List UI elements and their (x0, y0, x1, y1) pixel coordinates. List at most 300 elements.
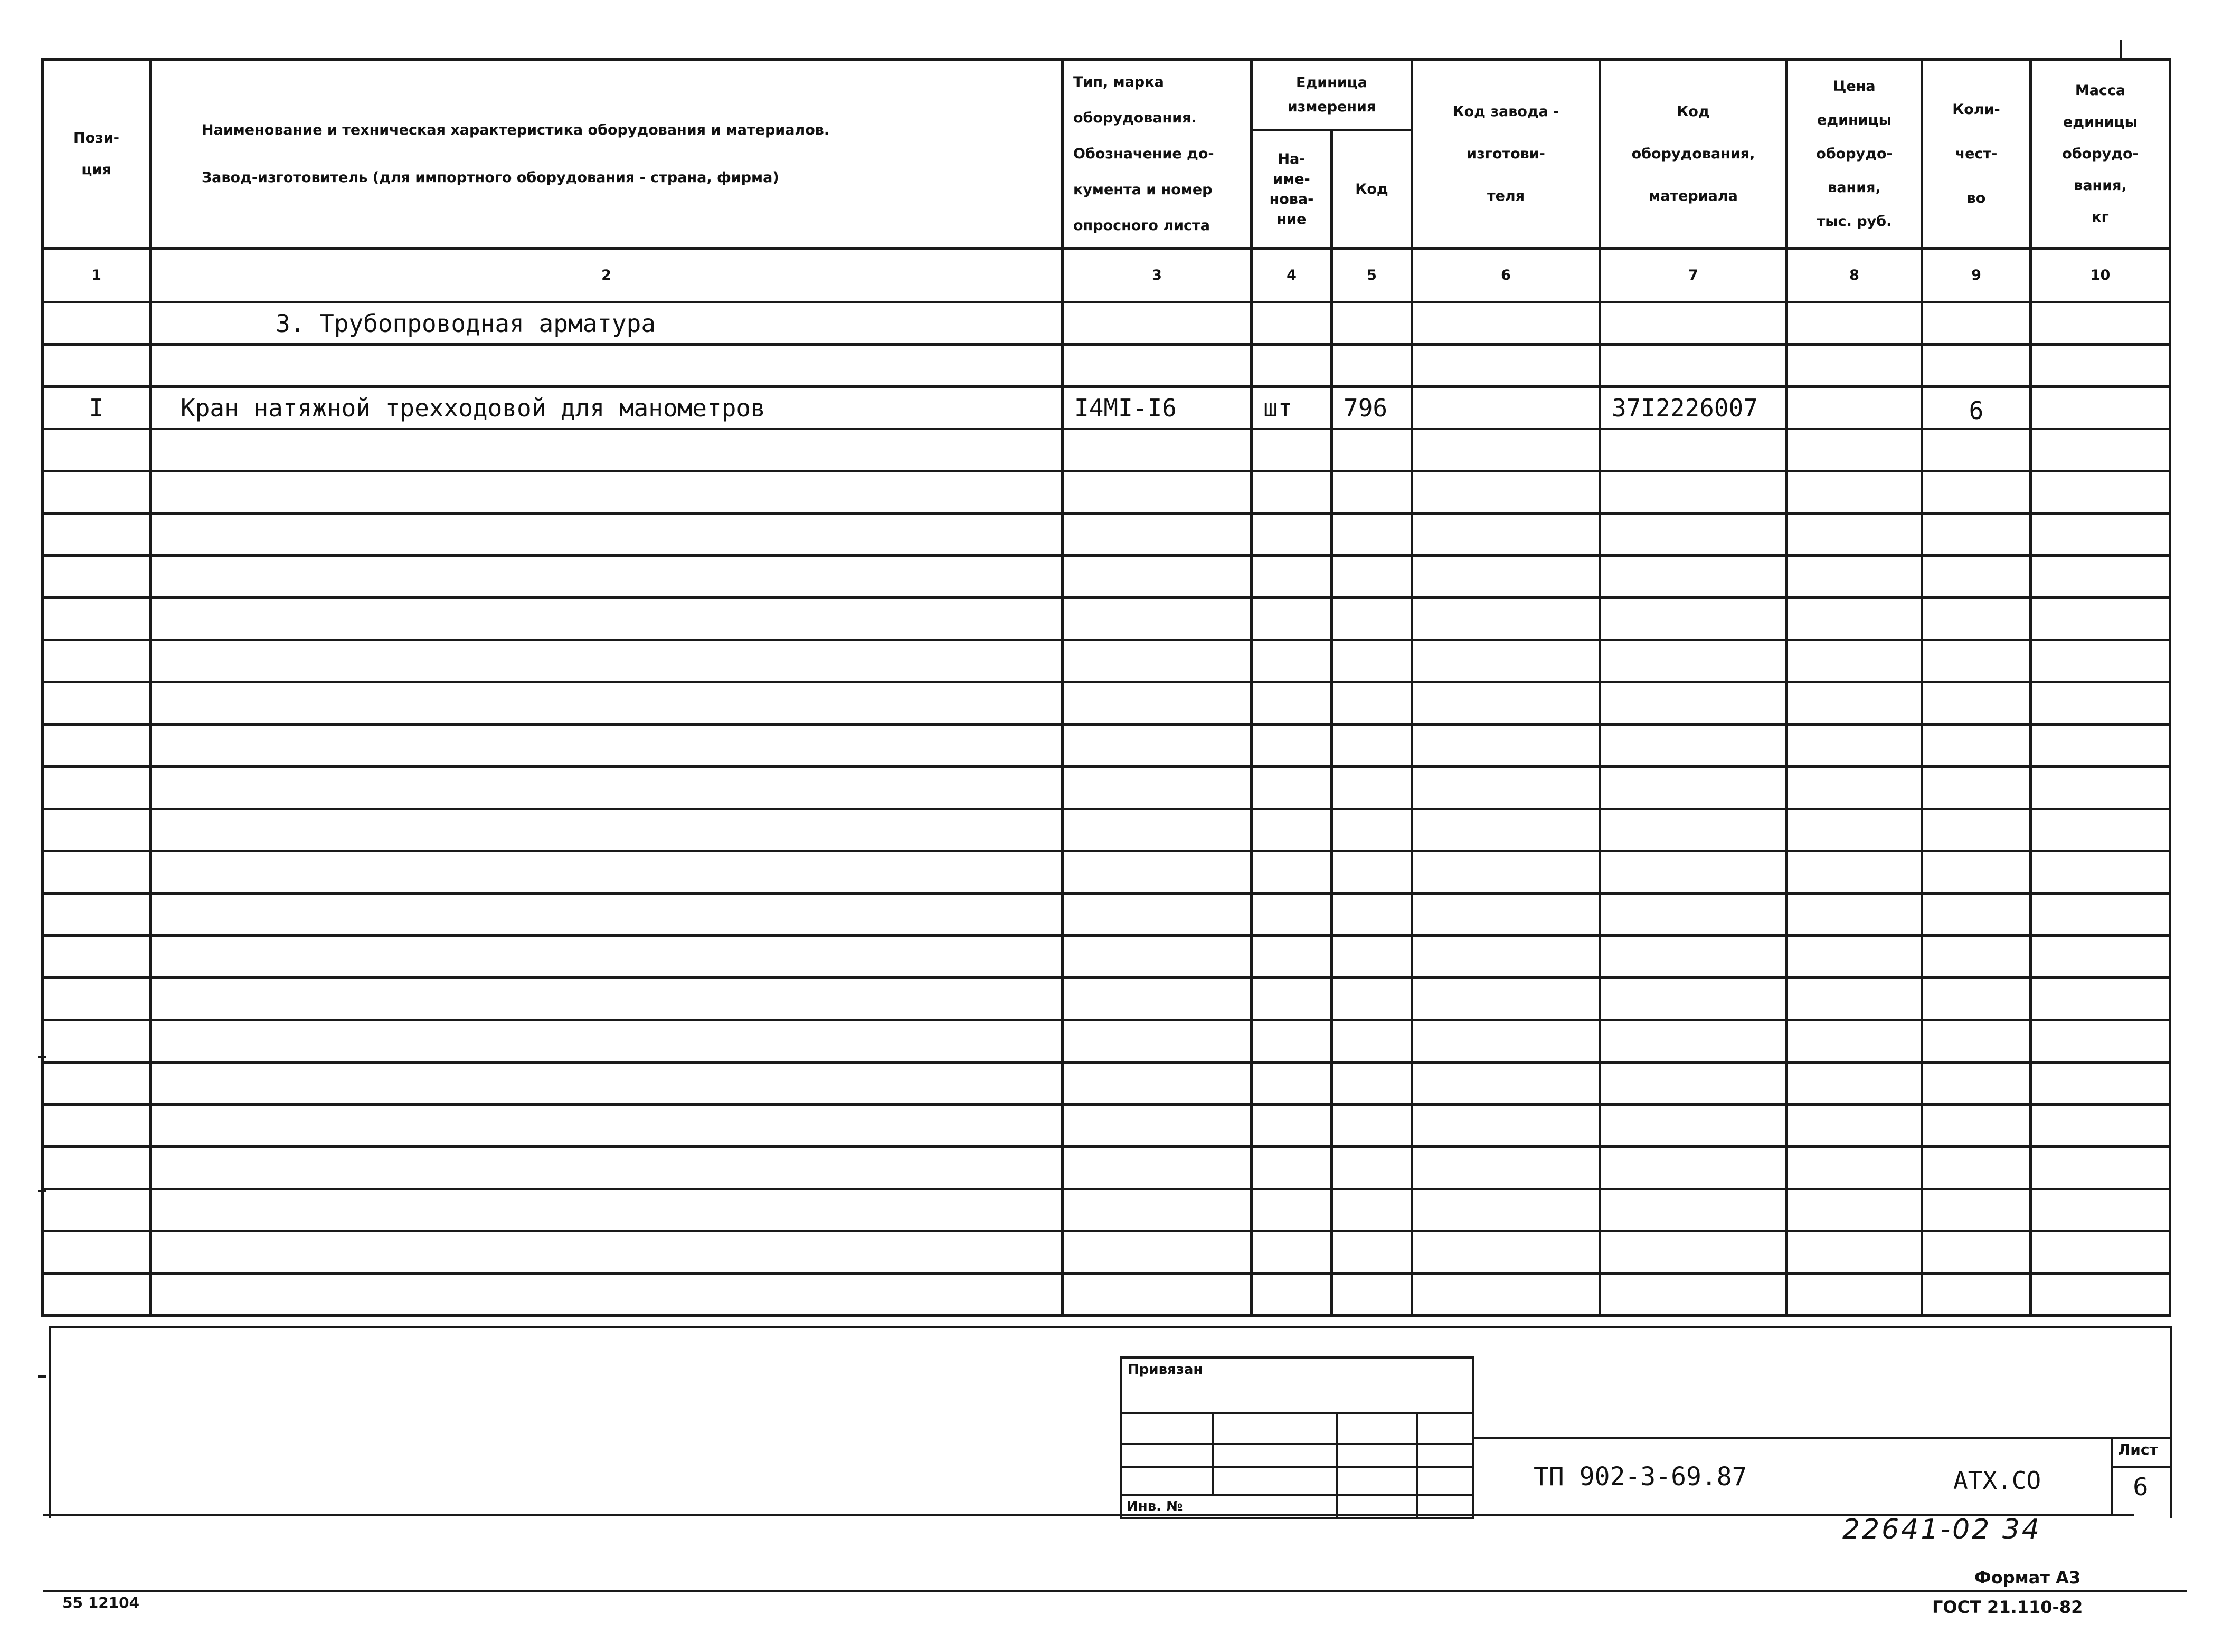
cell-qty (1922, 936, 2031, 978)
cell-price (1787, 1062, 1922, 1105)
cell-price (1787, 556, 1922, 598)
cell-name (150, 598, 1063, 640)
cell-mass (2031, 345, 2170, 387)
cell-pos (43, 640, 150, 682)
cell-factory (1412, 514, 1600, 556)
cell-pos (43, 682, 150, 725)
cell-equip (1600, 682, 1787, 725)
cell-equip (1600, 302, 1787, 345)
stamp-cell (1121, 1413, 1213, 1444)
cell-factory (1412, 387, 1600, 429)
table-row (43, 556, 2170, 598)
cell-mass (2031, 1147, 2170, 1189)
handwritten-number: 22641-02 34 (1842, 1514, 2042, 1545)
cell-pos (43, 1274, 150, 1316)
stamp-cell (1121, 1444, 1213, 1467)
table-row (43, 471, 2170, 514)
cell-equip (1600, 1062, 1787, 1105)
table-row (43, 809, 2170, 851)
stamp-cell (1213, 1444, 1337, 1467)
cell-unit (1252, 1062, 1332, 1105)
stamp-linked-label: Привязан (1121, 1357, 1473, 1413)
cell-factory (1412, 767, 1600, 809)
cell-name (150, 640, 1063, 682)
cell-price (1787, 598, 1922, 640)
cell-name (150, 1189, 1063, 1231)
cell-pos: I (43, 387, 150, 429)
cell-name (150, 429, 1063, 471)
cell-price (1787, 809, 1922, 851)
cell-code (1332, 767, 1412, 809)
cell-qty (1922, 514, 2031, 556)
cell-type (1063, 936, 1252, 978)
cell-qty (1922, 1189, 2031, 1231)
column-number: 9 (1922, 249, 2031, 302)
cell-qty (1922, 1105, 2031, 1147)
sheet-label: Лист (2118, 1441, 2158, 1458)
cell-mass (2031, 1274, 2170, 1316)
cell-factory (1412, 1062, 1600, 1105)
table-row (43, 1147, 2170, 1189)
column-number-row (43, 249, 2170, 302)
cell-type (1063, 471, 1252, 514)
cell-pos (43, 894, 150, 936)
cell-unit (1252, 978, 1332, 1020)
cell-name (150, 471, 1063, 514)
cell-mass (2031, 1231, 2170, 1274)
cell-factory (1412, 1020, 1600, 1062)
cell-code (1332, 471, 1412, 514)
cell-mass (2031, 1020, 2170, 1062)
cell-mass (2031, 809, 2170, 851)
stamp-cell (1417, 1467, 1473, 1495)
cell-factory (1412, 1105, 1600, 1147)
cell-equip (1600, 514, 1787, 556)
header-price: Цена единицы оборудо- вания, тыс. руб. (1787, 60, 1922, 249)
cell-price (1787, 1274, 1922, 1316)
cell-unit (1252, 936, 1332, 978)
cell-name (150, 1274, 1063, 1316)
format-label: Формат А3 (1974, 1568, 2081, 1588)
cell-unit (1252, 894, 1332, 936)
table-row (43, 302, 2170, 345)
cell-price (1787, 978, 1922, 1020)
cell-equip (1600, 1231, 1787, 1274)
frame-line (2111, 1466, 2171, 1468)
stamp-cell (1337, 1413, 1417, 1444)
header-factory-code: Код завода - изготови- теля (1412, 60, 1600, 249)
cell-unit (1252, 345, 1332, 387)
cell-factory (1412, 809, 1600, 851)
cell-pos (43, 809, 150, 851)
margin-tick (2120, 40, 2122, 58)
cell-price (1787, 471, 1922, 514)
cell-type (1063, 1105, 1252, 1147)
cell-pos (43, 429, 150, 471)
cell-equip (1600, 1020, 1787, 1062)
cell-mass (2031, 894, 2170, 936)
cell-code (1332, 1147, 1412, 1189)
cell-name (150, 1147, 1063, 1189)
cell-code (1332, 302, 1412, 345)
cell-pos (43, 598, 150, 640)
cell-type (1063, 894, 1252, 936)
cell-mass (2031, 471, 2170, 514)
cell-pos (43, 556, 150, 598)
header-mass: Масса единицы оборудо- вания, кг (2031, 60, 2170, 249)
cell-type (1063, 1231, 1252, 1274)
cell-type (1063, 514, 1252, 556)
cell-price (1787, 725, 1922, 767)
header-position: Пози- ция (43, 60, 150, 249)
cell-qty (1922, 556, 2031, 598)
cell-type (1063, 302, 1252, 345)
cell-code: 796 (1332, 387, 1412, 429)
margin-tick (38, 1056, 46, 1058)
cell-unit (1252, 471, 1332, 514)
cell-pos (43, 978, 150, 1020)
cell-name: 3. Трубопроводная арматура (150, 302, 1063, 345)
cell-unit (1252, 640, 1332, 682)
cell-name (150, 851, 1063, 894)
cell-qty (1922, 598, 2031, 640)
cell-unit (1252, 1105, 1332, 1147)
sheet-code: АТХ.СО (1953, 1466, 2041, 1495)
table-row (43, 514, 2170, 556)
cell-equip (1600, 1147, 1787, 1189)
cell-equip (1600, 936, 1787, 978)
cell-code (1332, 556, 1412, 598)
cell-pos (43, 725, 150, 767)
cell-factory (1412, 598, 1600, 640)
cell-mass (2031, 556, 2170, 598)
cell-unit (1252, 682, 1332, 725)
cell-type (1063, 725, 1252, 767)
cell-type (1063, 1189, 1252, 1231)
cell-unit (1252, 851, 1332, 894)
cell-mass (2031, 514, 2170, 556)
cell-qty (1922, 809, 2031, 851)
table-row (43, 1062, 2170, 1105)
cell-equip: 37I2226007 (1600, 387, 1787, 429)
margin-tick (38, 1190, 46, 1192)
cell-code (1332, 1231, 1412, 1274)
cell-factory (1412, 302, 1600, 345)
cell-code (1332, 894, 1412, 936)
approval-stamp (1120, 1356, 1474, 1519)
table-row (43, 640, 2170, 682)
cell-mass (2031, 429, 2170, 471)
cell-unit (1252, 556, 1332, 598)
cell-unit (1252, 767, 1332, 809)
cell-pos (43, 1062, 150, 1105)
cell-code (1332, 851, 1412, 894)
header-name-line1: Наименование и техническая характеристика оборудования и материалов. (202, 121, 830, 138)
cell-code (1332, 429, 1412, 471)
cell-price (1787, 682, 1922, 725)
table-row (43, 725, 2170, 767)
cell-pos (43, 1231, 150, 1274)
cell-factory (1412, 936, 1600, 978)
table-row (43, 1020, 2170, 1062)
frame-line (49, 1326, 2172, 1328)
table-row (43, 1231, 2170, 1274)
frame-line (2111, 1437, 2113, 1515)
cell-name: Кран натяжной трехходовой для манометров (150, 387, 1063, 429)
cell-name (150, 767, 1063, 809)
cell-name (150, 345, 1063, 387)
cell-factory (1412, 894, 1600, 936)
table-row (43, 1274, 2170, 1316)
cell-factory (1412, 851, 1600, 894)
cell-factory (1412, 682, 1600, 725)
cell-name (150, 809, 1063, 851)
cell-name (150, 514, 1063, 556)
cell-price (1787, 1189, 1922, 1231)
cell-qty (1922, 1020, 2031, 1062)
cell-mass (2031, 767, 2170, 809)
cell-factory (1412, 1231, 1600, 1274)
cell-pos (43, 471, 150, 514)
cell-price (1787, 767, 1922, 809)
cell-equip (1600, 767, 1787, 809)
cell-factory (1412, 471, 1600, 514)
footer-left-code: 55 12104 (62, 1594, 140, 1611)
column-number: 8 (1787, 249, 1922, 302)
cell-equip (1600, 978, 1787, 1020)
cell-code (1332, 1105, 1412, 1147)
cell-pos (43, 302, 150, 345)
cell-type (1063, 1274, 1252, 1316)
cell-type (1063, 1147, 1252, 1189)
cell-name (150, 894, 1063, 936)
cell-name (150, 1105, 1063, 1147)
cell-type (1063, 640, 1252, 682)
header-type: Тип, марка оборудования. Обозначение до- кумента и номер опросного листа (1063, 60, 1252, 249)
cell-factory (1412, 429, 1600, 471)
cell-type (1063, 851, 1252, 894)
cell-factory (1412, 345, 1600, 387)
cell-type: I4MI-I6 (1063, 387, 1252, 429)
cell-name (150, 1020, 1063, 1062)
cell-price (1787, 1105, 1922, 1147)
table-row (43, 936, 2170, 978)
gost-label: ГОСТ 21.110-82 (1932, 1597, 2083, 1617)
header-unit-name: На- име- нова- ние (1252, 130, 1332, 249)
cell-factory (1412, 978, 1600, 1020)
cell-code (1332, 345, 1412, 387)
table-row (43, 387, 2170, 429)
cell-qty (1922, 851, 2031, 894)
header-name-line2: Завод-изготовитель (для импортного оборудования - страна, фирма) (202, 169, 779, 186)
table-row (43, 1189, 2170, 1231)
cell-qty (1922, 682, 2031, 725)
cell-unit (1252, 1274, 1332, 1316)
cell-factory (1412, 556, 1600, 598)
cell-price (1787, 640, 1922, 682)
cell-pos (43, 767, 150, 809)
cell-mass (2031, 640, 2170, 682)
cell-code (1332, 1189, 1412, 1231)
cell-pos (43, 851, 150, 894)
cell-mass (2031, 725, 2170, 767)
column-number: 1 (43, 249, 150, 302)
cell-type (1063, 767, 1252, 809)
cell-name (150, 978, 1063, 1020)
cell-equip (1600, 345, 1787, 387)
cell-qty (1922, 1231, 2031, 1274)
cell-price (1787, 345, 1922, 387)
cell-pos (43, 1147, 150, 1189)
cell-unit (1252, 302, 1332, 345)
header-unit-group: Единица измерения (1252, 60, 1412, 130)
table-row (43, 978, 2170, 1020)
cell-code (1332, 725, 1412, 767)
table-row (43, 894, 2170, 936)
header-quantity: Коли- чест- во (1922, 60, 2031, 249)
stamp-cell (1213, 1413, 1337, 1444)
table-row (43, 598, 2170, 640)
cell-name (150, 1062, 1063, 1105)
column-number: 2 (150, 249, 1063, 302)
cell-name (150, 725, 1063, 767)
cell-price (1787, 1020, 1922, 1062)
cell-code (1332, 936, 1412, 978)
cell-unit (1252, 598, 1332, 640)
cell-mass (2031, 978, 2170, 1020)
cell-equip (1600, 556, 1787, 598)
frame-line (2170, 1326, 2172, 1518)
cell-code (1332, 978, 1412, 1020)
column-number: 4 (1252, 249, 1332, 302)
footer-line (43, 1590, 2187, 1592)
cell-unit (1252, 725, 1332, 767)
cell-type (1063, 809, 1252, 851)
cell-unit (1252, 1231, 1332, 1274)
cell-equip (1600, 471, 1787, 514)
cell-type (1063, 556, 1252, 598)
frame-line (1473, 1437, 2171, 1439)
cell-code (1332, 1020, 1412, 1062)
cell-pos (43, 1020, 150, 1062)
cell-equip (1600, 894, 1787, 936)
stamp-cell (1417, 1444, 1473, 1467)
cell-price (1787, 894, 1922, 936)
cell-price (1787, 387, 1922, 429)
cell-unit (1252, 429, 1332, 471)
cell-qty (1922, 1147, 2031, 1189)
cell-unit (1252, 809, 1332, 851)
cell-qty (1922, 302, 2031, 345)
stamp-cell (1121, 1467, 1213, 1495)
cell-equip (1600, 429, 1787, 471)
cell-mass (2031, 387, 2170, 429)
cell-equip (1600, 1274, 1787, 1316)
header-equipment-code: Код оборудования, материала (1600, 60, 1787, 249)
margin-tick (38, 1375, 46, 1378)
cell-name (150, 1231, 1063, 1274)
cell-qty (1922, 767, 2031, 809)
cell-code (1332, 682, 1412, 725)
stamp-cell (1337, 1467, 1417, 1495)
sheet-number: 6 (2133, 1473, 2149, 1501)
cell-code (1332, 640, 1412, 682)
cell-mass (2031, 1189, 2170, 1231)
cell-mass (2031, 851, 2170, 894)
cell-pos (43, 936, 150, 978)
document-code: ТП 902-3-69.87 (1534, 1462, 1747, 1492)
table-row (43, 767, 2170, 809)
cell-price (1787, 1147, 1922, 1189)
cell-price (1787, 936, 1922, 978)
stamp-cell (1417, 1495, 1473, 1518)
cell-type (1063, 978, 1252, 1020)
cell-factory (1412, 1274, 1600, 1316)
cell-qty (1922, 1062, 2031, 1105)
cell-mass (2031, 682, 2170, 725)
column-number: 5 (1332, 249, 1412, 302)
column-number: 10 (2031, 249, 2170, 302)
cell-qty (1922, 978, 2031, 1020)
cell-equip (1600, 598, 1787, 640)
cell-qty (1922, 471, 2031, 514)
stamp-cell (1417, 1413, 1473, 1444)
cell-mass (2031, 302, 2170, 345)
cell-price (1787, 429, 1922, 471)
cell-pos (43, 514, 150, 556)
stamp-cell (1213, 1467, 1337, 1495)
cell-code (1332, 598, 1412, 640)
cell-qty (1922, 429, 2031, 471)
cell-type (1063, 345, 1252, 387)
cell-code (1332, 809, 1412, 851)
cell-unit: шт (1252, 387, 1332, 429)
cell-price (1787, 302, 1922, 345)
cell-price (1787, 1231, 1922, 1274)
cell-qty (1922, 725, 2031, 767)
cell-equip (1600, 1105, 1787, 1147)
cell-equip (1600, 1189, 1787, 1231)
cell-equip (1600, 809, 1787, 851)
column-number: 6 (1412, 249, 1600, 302)
cell-factory (1412, 1189, 1600, 1231)
cell-equip (1600, 851, 1787, 894)
table-row (43, 345, 2170, 387)
cell-factory (1412, 725, 1600, 767)
cell-pos (43, 1189, 150, 1231)
cell-mass (2031, 936, 2170, 978)
cell-mass (2031, 598, 2170, 640)
table-row (43, 682, 2170, 725)
cell-factory (1412, 1147, 1600, 1189)
cell-code (1332, 1274, 1412, 1316)
frame-line (43, 1514, 2134, 1516)
cell-equip (1600, 640, 1787, 682)
cell-name (150, 936, 1063, 978)
table-row (43, 851, 2170, 894)
cell-mass (2031, 1062, 2170, 1105)
cell-unit (1252, 1189, 1332, 1231)
frame-line (49, 1326, 51, 1518)
cell-unit (1252, 1020, 1332, 1062)
cell-type (1063, 598, 1252, 640)
cell-qty (1922, 894, 2031, 936)
stamp-cell (1337, 1495, 1417, 1518)
cell-qty (1922, 640, 2031, 682)
stamp-inv-label: Инв. № (1121, 1495, 1337, 1518)
cell-code (1332, 1062, 1412, 1105)
table-row (43, 1105, 2170, 1147)
